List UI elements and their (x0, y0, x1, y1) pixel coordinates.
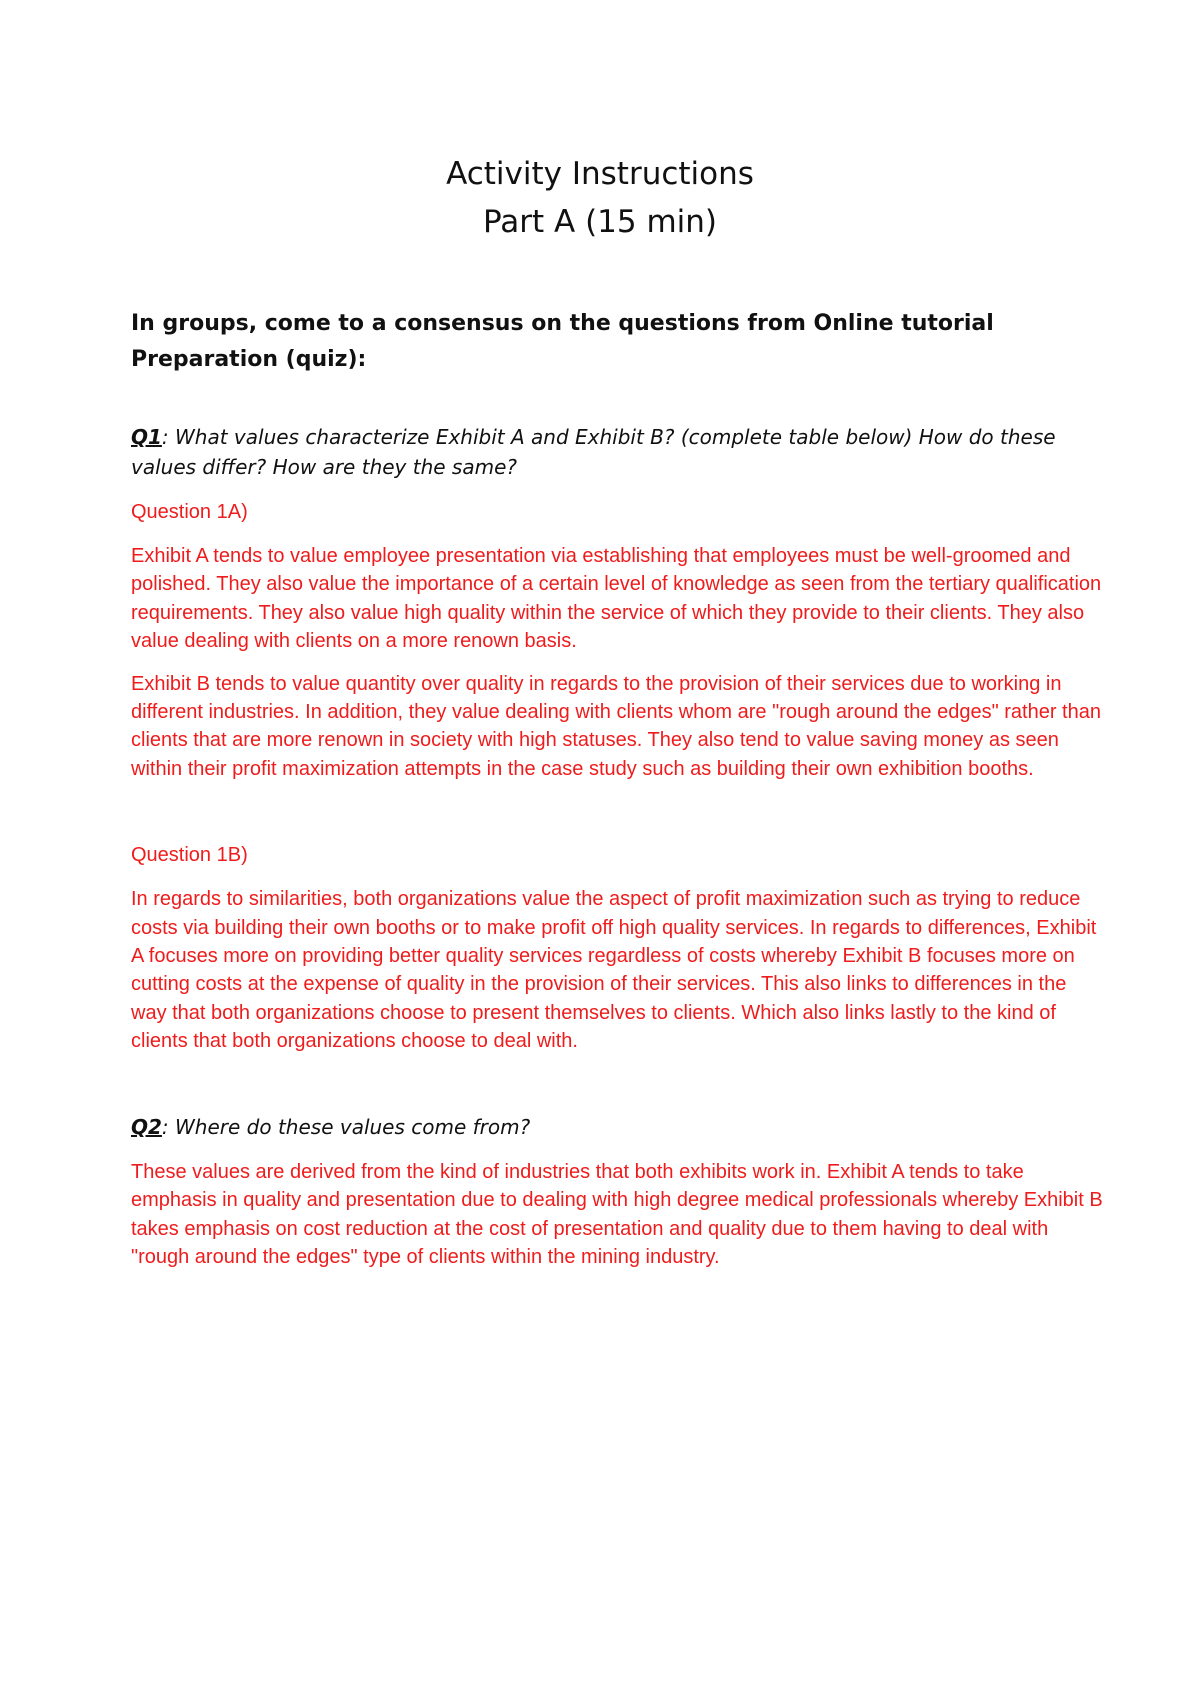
intro-instruction: In groups, come to a consensus on the questions from Online tutorial Preparation (quiz): (131, 311, 994, 372)
question-1-text: : What values characterize Exhibit A and Exhibit B? (complete table below) How do these values differ? How are they the same? (131, 425, 1056, 479)
question-1a-paragraph-exhibit-b: Exhibit B tends to value quantity over quality in regards to the provision of their services due to working in different industries. In addition, they value dealing with clients whom are "rough around the edges" rather than clients that are more renown in society with high statuses. They also tend to value saving money as seen within their profit maximization attempts in the case study such as building their own exhibition booths. (131, 672, 1101, 780)
content (131, 306, 1106, 1285)
title-block (0, 150, 1200, 246)
question-1a-paragraph-exhibit-a: Exhibit A tends to value employee presentation via establishing that employees must be well-groomed and polished. They also value the importance of a certain level of knowledge as seen from the tertiary qualification requirements. They also value high quality within the service of which they provide to their clients. They also value dealing with clients on a more renown basis. (131, 545, 1102, 653)
question-2-text: : Where do these values come from? (161, 1114, 531, 1139)
question-1b-paragraph: In regards to similarities, both organizations value the aspect of profit maximization such as trying to reduce costs via building their own booths or to make profit off high quality services. In regards to differences, Exhibit A focuses more on providing better quality services regardless of costs whereby Exhibit B focuses more on cutting costs at the expense of quality in the provision of their services. This also links to differences in the way that both organizations choose to present themselves to clients. Which also links lastly to the kind of clients that both organizations choose to deal with. (131, 888, 1097, 1053)
question-2-answer: These values are derived from the kind of industries that both exhibits work in. Exhibit A tends to take emphasis in quality and presentation due to dealing with high degree medical professionals whereby Exhibit B takes emphasis on cost reduction at the cost of presentation and quality due to them having to deal with "rough around the edges" type of clients within the mining industry. (131, 1160, 1103, 1268)
page-subtitle: Part A (15 min) (482, 204, 718, 240)
page-title: Activity Instructions (446, 156, 754, 192)
question-1b-heading: Question 1B) (131, 844, 248, 867)
spacer (131, 1070, 1106, 1112)
question-1-label: Q1 (131, 425, 162, 449)
question-2 (131, 1112, 1106, 1142)
question-1 (131, 422, 1106, 482)
question-2-label: Q2 (131, 1114, 162, 1139)
spacer (131, 797, 1106, 841)
question-1a-heading: Question 1A) (131, 501, 248, 523)
